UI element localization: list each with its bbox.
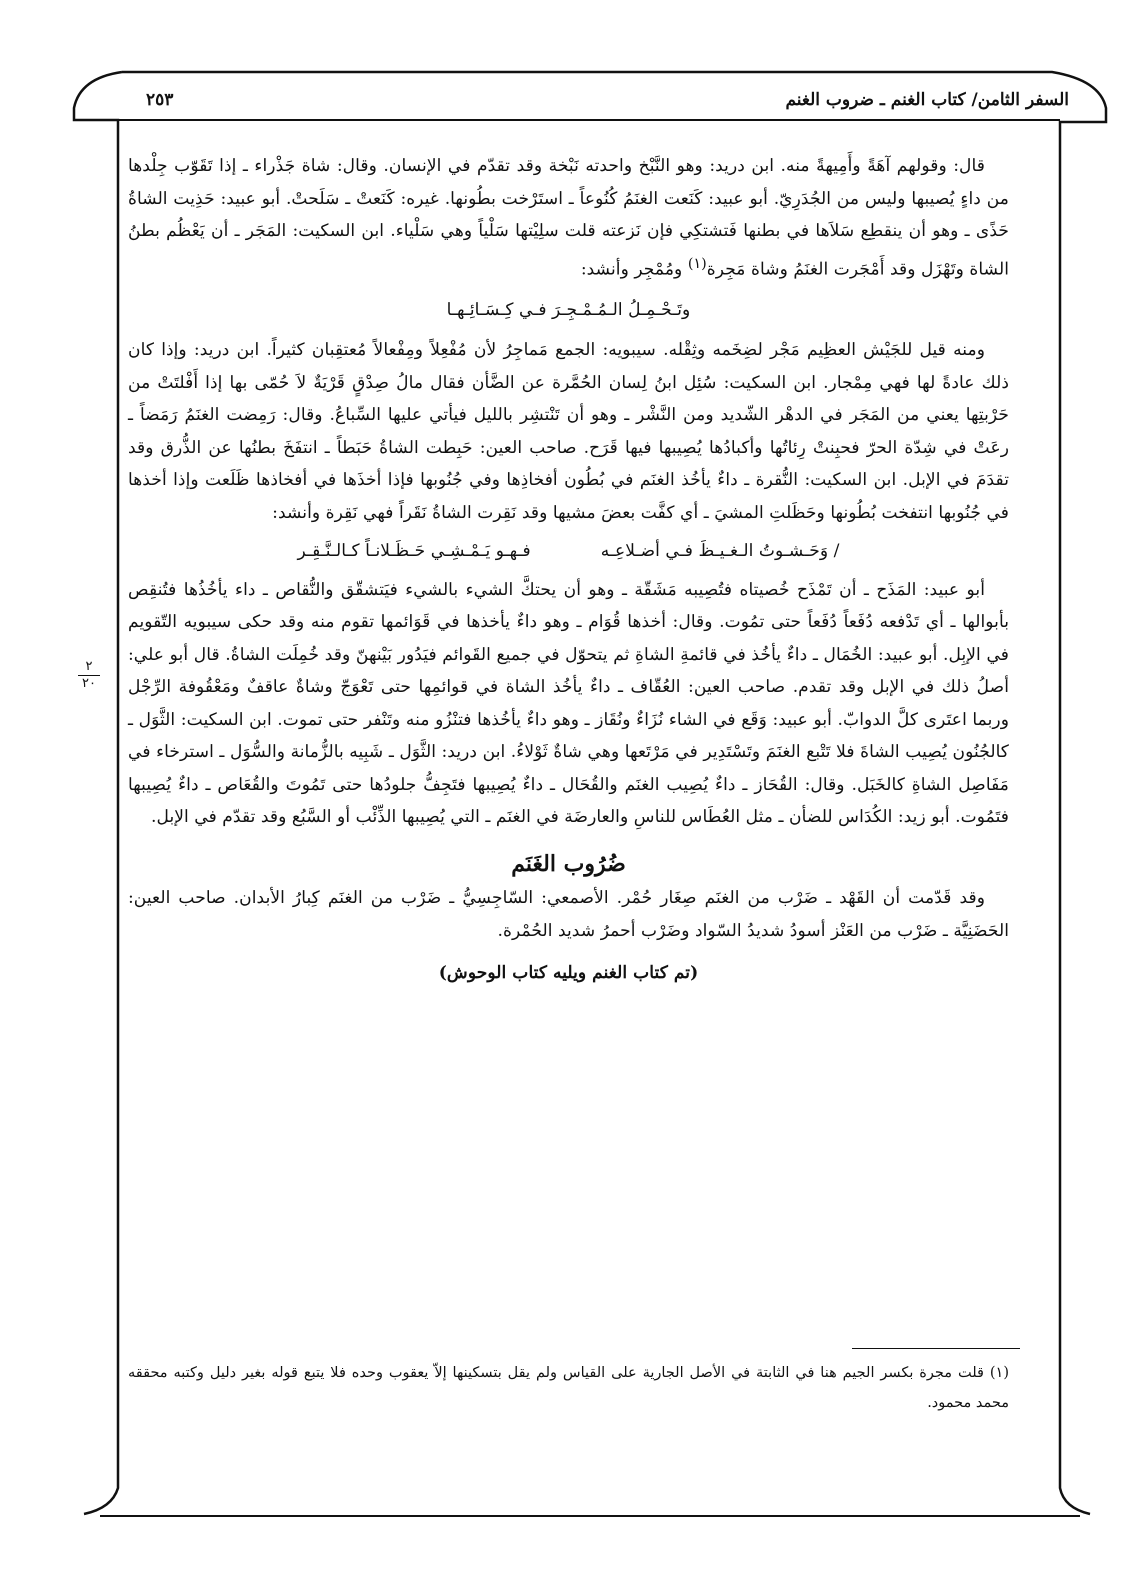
paragraph-2: ومنه قيل للجَيْش العظِيم مَجْر لضِخَمه وثِقْله. سيبويه: الجمع مَماجِرُ لأن مُفْعِلاً ومِفْعالاً مُعتقِبان كثيراً. ابن دريد: وإذا كان ذلك عادةً لها فهي مِمْجار. ابن السكيت: سُئِل ابنُ لِسان الحُمَّرة عن الضَّأن فقال مالُ صِدْقٍ قَرْيَةٌ لاَ حُمّى بها إذا أَفْلتَتْ من حَرْبتِها يعني من المَجَر في الدهْر الشّديد ومن النَّشْر ـ وهو أن تَنْتشِر بالليل فيأتي عليها السِّباعُ. وقال: رَمِضت الغنَمُ رَمَضاً ـ رعَتْ في شِدّة الحرّ فحبِنتْ رِئاتُها وأكبادُها يُصِيبها فيها قَرَح. صاحب العين: حَبِطت الشاةُ حَبَطاً ـ انتفَخَ بطنُها عن الذُّرق وقد تقدَمَ في الإبل. ابن السكيت: النُّقرة ـ داءٌ يأخُذ الغنَم في بُطُون أفخاذِها وفي جُنُوبها فإذا أخذَها في أفخاذها ظَلَعت وإذا أخذها في جُنُوبها انتفخت بُطُونها وحَظَلتِ المشيَ ـ أي كفَّت بعضَ مشيها وقد نَقِرت الشاةُ نَقَراً فهي نَقِرة وأنشد: <box>128 340 1009 523</box>
footnote-number: (١) <box>989 1365 1010 1381</box>
paragraph-3: أبو عبيد: المَذَح ـ أن تَمْذَح خُصيتاه فتُصِيبه مَشَقّة ـ وهو أن يحتكَّ الشيء بالشيء فيَتشقّق والنُّقاص ـ داء يأخُذُها فتُنقِص بأبوالها ـ أي تَدْفعه دُفَعاً دُفَعاً حتى تمُوت. وقال: أخذها قُوَام ـ وهو داءٌ يأخذها في قَوَائمها تقوم منه وقد حكى سيبويه التّقويم في الإبِل. أبو عبيد: الخُمَال ـ داءٌ يأخُذ في قائمةِ الشاةِ ثم يتحوّل في جميع القَوائم فيَدُور بَيْنهنّ وقد خُمِلَت الشاةُ. قال أبو علي: أصلُ ذلك في الإبل وقد تقدم. صاحب العين: العُقّاف ـ داءٌ يأخُذ الشاة في قوائمِها حتى تَعْوَجّ وشاةٌ عاقفٌ ومَعْقُوفة الرِّجْل وربما اعتَرى كلَّ الدوابّ. أبو عبيد: وَقَع في الشاء نُزَاءٌ ونُقَاز ـ وهو داءٌ يأخُذها فتنْزُو منه وتَنْفر حتى تموت. ابن السكيت: الثَّوَل ـ كالجُنُون يُصِيب الشاةَ فلا تَتْبع الغنَمَ وتَسْتَدِير في مَرْتَعها وهي شاةٌ ثَوْلاءُ. ابن دريد: الثَّوَل ـ شَبِيه بالزُّمانة والسُّوَل ـ استرخاء في مَفَاصِل الشاةِ كالخَبَل. وقال: القُحَاز ـ داءٌ يُصِيب الغنَم والقُحَال ـ داءٌ يُصِيبها فتَجِفُّ جلودُها حتى تَمُوتَ والقُعَاص ـ داءٌ يُصِيبها فتَمُوت. أبو زيد: الكُدَاس للضأن ـ مثل العُطَاس للناسِ والعارضَة في الغنَم ـ التي يُصِيبها الذِّئْب أو السَّبُع وقد تقدّم في الإبل. <box>128 579 1009 828</box>
footnote-text: قلت مجرة بكسر الجيم هنا في الثابتة في الأصل الجارية على القياس ولم يقل بتسكينها إلاّ يعقوب وحده فلا يتبع قوله بغير دليل وكتبه محققه محمد محمود. <box>128 1365 1009 1411</box>
paragraph-4: وقد قَدّمت أن القَهْد ـ ضَرْب من الغنَم صِغَار حُمْر. الأصمعي: السّاجِسِيُّ ـ ضَرْب من الغنَم كِبارُ الأبدان. صاحب العين: الحَضَنِيَّة ـ ضَرْب من العَنْز أسودُ شديدُ السّواد وضَرْب أحمرُ شديد الحُمْرة. <box>128 888 1009 941</box>
verse-2-first-hemistich: / وَحَـشـوتُ الـغـيـظَ فـي أضـلاعِـه <box>600 541 840 562</box>
footnote-reference: (١) <box>687 255 707 272</box>
margin-reference-top: ٢ <box>85 659 93 674</box>
verse-2 <box>128 535 1009 568</box>
paragraph-1-tail: ومُمْجِر وأنشد: <box>580 259 688 280</box>
margin-reference <box>78 660 100 691</box>
header-title: السفر الثامن/ كتاب الغنم ـ ضروب الغنم <box>785 90 1069 110</box>
closing-note: (تم كتاب الغنم ويليه كتاب الوحوش) <box>438 963 699 984</box>
verse-2-second-hemistich: فـهـو يَـمْـشِـي حَـظَـلانـاً كـالـنَّـقِـر <box>297 541 531 562</box>
footnote-separator <box>852 1348 1020 1349</box>
margin-reference-bottom: ٢٠ <box>82 676 96 691</box>
running-header <box>128 90 1069 118</box>
footnote <box>128 1358 1009 1418</box>
section-title: ضُرُوب الغَنَم <box>511 850 626 877</box>
paragraph-1 <box>128 150 1009 286</box>
verse-1: وتَـحْـمِـلُ الـمُـمْـجِـرَ فـي كِـسَـائِـهـا <box>446 299 691 320</box>
page-number: ٢٥٣ <box>146 90 174 110</box>
paragraph-1-text: قال: وقولهم آهَةً وأَمِيهةً منه. ابن دريد: وهو النَّبْخ واحدته نَبْخة وقد تقدّم في الإنسان. وقال: شاة جَذْراء ـ إذا تَقَوّب جِلْدها من داءٍ يُصيبها وليس من الجُدَرِيّ. أبو عبيد: كَنَعت الغنَمُ كُنُوعاً ـ استَرْخت بطُونها. غيره: كَنَعتْ ـ سَلَحتْ. أبو عبيد: حَذِيت الشاةُ حَذًى ـ وهو أن ينقطِع سَلاَها في بطنها فَتشتكِي فإن نَزعته قلت سلِيْتها سَلْياً وهي سَلْياء. ابن السكيت: المَجَر ـ أن يَعْظُم بطنُ الشاة وتَهْزَل وقد أَمْجَرت الغنَمُ وشاة مَجِرة <box>128 156 1009 280</box>
main-text <box>128 150 1009 990</box>
